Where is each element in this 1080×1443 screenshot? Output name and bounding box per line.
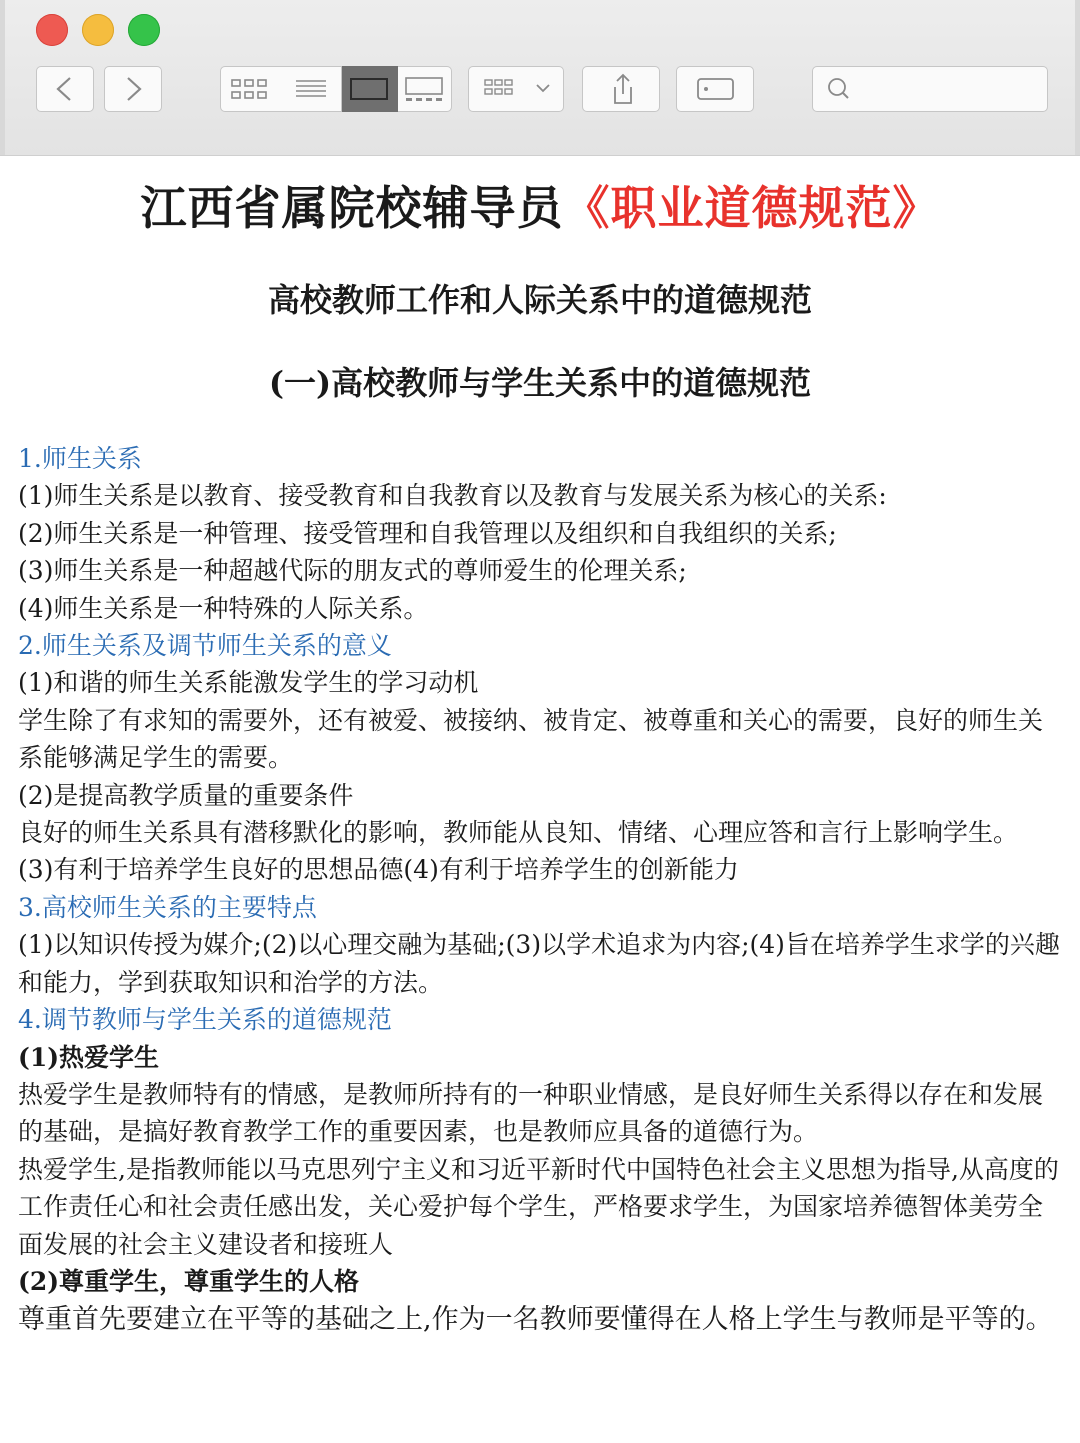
section-heading-item: 1.师生关系 — [18, 444, 142, 473]
section-heading-item: 4.调节教师与学生关系的道德规范 — [18, 1005, 392, 1035]
list-view-button[interactable] — [284, 66, 342, 112]
document-body — [18, 440, 1062, 1340]
paragraph: 尊重首先要建立在平等的基础之上,作为一名教师要懂得在人格上学生与教师是平等的。 — [18, 1304, 1053, 1336]
chevron-left-icon — [37, 67, 95, 111]
list-icon — [284, 67, 342, 111]
share-icon — [583, 67, 661, 111]
subsection-heading: (一)高校教师与学生关系中的道德规范 — [268, 364, 812, 402]
forward-button[interactable] — [104, 66, 162, 112]
chevron-right-icon — [105, 67, 163, 111]
section-heading-item: 2.师生关系及调节师生关系的意义 — [18, 631, 392, 661]
section-heading-item: 3.高校师生关系的主要特点 — [18, 892, 317, 922]
window-edge-right — [1075, 0, 1080, 155]
window-toolbar — [0, 0, 1080, 156]
search-field[interactable] — [812, 66, 1048, 112]
paragraph: 热爱学生是教师特有的情感，是教师所持有的一种职业情感，是良好师生关系得以存在和发展的基础，是搞好教育教学工作的重要因素，也是教师应具备的道德行为。 — [18, 1079, 1044, 1147]
grid-icon — [221, 67, 287, 111]
document-title — [0, 176, 1080, 240]
paragraph: (1)师生关系是以教育、接受教育和自我教育以及教育与发展关系为核心的关系: — [18, 481, 887, 511]
paragraph: (1)以知识传授为媒介;(2)以心理交融为基础;(3)以学术追求为内容;(4)旨在培养学生求学的兴趣和能力，学到获取知识和治学的方法。 — [18, 930, 1060, 997]
gallery-icon — [398, 67, 452, 111]
search-input[interactable] — [857, 73, 1041, 105]
close-window-button[interactable] — [36, 14, 68, 46]
icon-view-button[interactable] — [220, 66, 286, 112]
minimize-window-button[interactable] — [82, 14, 114, 46]
paragraph: (1)和谐的师生关系能激发学生的学习动机 — [18, 668, 479, 698]
share-button[interactable] — [582, 66, 660, 112]
paragraph: 热爱学生,是指教师能以马克思列宁主义和习近平新时代中国特色社会主义思想为指导,从高度的工作责任心和社会责任感出发，关心爱护每个学生，严格要求学生，为国家培养德智体美劳全面发展的社会主义建设者和接班人 — [18, 1154, 1059, 1259]
group-by-icon — [469, 67, 565, 111]
gallery-view-button[interactable] — [398, 66, 452, 112]
tag-button[interactable] — [676, 66, 754, 112]
window-edge-left — [0, 0, 5, 155]
document-title-main: 江西省属院校辅导员 — [140, 181, 564, 235]
columns-icon — [342, 67, 398, 111]
section-heading: 高校教师工作和人际关系中的道德规范 — [267, 281, 812, 319]
bold-heading-item: (2)尊重学生，尊重学生的人格 — [18, 1266, 360, 1296]
paragraph: (2)师生关系是一种管理、接受管理和自我管理以及组织和自我组织的关系; — [18, 518, 837, 548]
paragraph: (4)师生关系是一种特殊的人际关系。 — [18, 593, 429, 623]
paragraph: 良好的师生关系具有潜移默化的影响，教师能从良知、情绪、心理应答和言行上影响学生。 — [18, 818, 1019, 848]
back-button[interactable] — [36, 66, 94, 112]
paragraph: 学生除了有求知的需要外，还有被爱、被接纳、被肯定、被尊重和关心的需要，良好的师生关系能够满足学生的需要。 — [18, 705, 1044, 773]
search-icon — [817, 67, 857, 111]
tag-icon — [677, 67, 755, 111]
paragraph: (3)有利于培养学生良好的思想品德(4)有利于培养学生的创新能力 — [18, 855, 739, 885]
paragraph: (2)是提高教学质量的重要条件 — [18, 780, 354, 810]
paragraph: (3)师生关系是一种超越代际的朋友式的尊师爱生的伦理关系; — [18, 556, 687, 586]
bold-heading-item: (1)热爱学生 — [18, 1042, 160, 1072]
group-by-button[interactable] — [468, 66, 564, 112]
column-view-button[interactable] — [342, 66, 398, 112]
zoom-window-button[interactable] — [128, 14, 160, 46]
document-title-accent: 《职业道德规范》 — [563, 181, 940, 235]
